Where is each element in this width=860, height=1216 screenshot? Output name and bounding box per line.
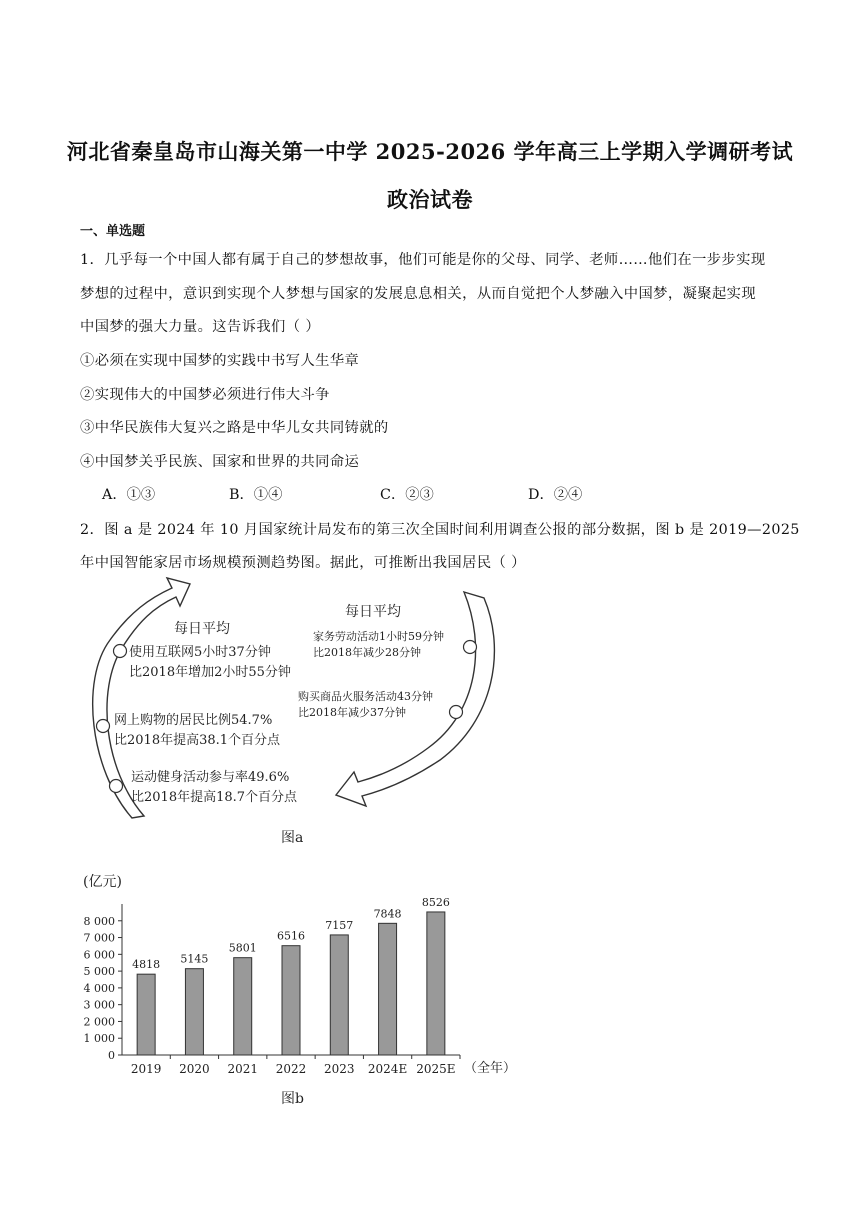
q1-line-1: 1．几乎每一个中国人都有属于自己的梦想故事，他们可能是你的父母、同学、老师……他们在一步步实现 — [80, 252, 766, 268]
q1-statement-2: ②实现伟大的中国梦必须进行伟大斗争 — [80, 387, 330, 403]
bar — [137, 974, 155, 1055]
left-item-3-line-2: 比2018年提高18.7个百分点 — [131, 790, 298, 805]
exam-subtitle: 政治试卷 — [387, 187, 473, 212]
bar — [427, 912, 445, 1055]
x-tick-label: 2022 — [275, 1062, 307, 1076]
bar-value-label: 4818 — [132, 958, 161, 972]
right-item-2-line-2: 比2018年减少37分钟 — [298, 706, 406, 719]
bar — [379, 923, 397, 1055]
bar-value-label: 7848 — [373, 907, 402, 921]
bar-value-label: 7157 — [325, 918, 354, 932]
left-item-3-line-1: 运动健身活动参与率49.6% — [131, 770, 290, 785]
bar — [330, 935, 348, 1055]
q1-line-2: 梦想的过程中，意识到实现个人梦想与国家的发展息息相关，从而自觉把个人梦融入中国梦，凝聚起实现 — [80, 286, 757, 302]
left-item-1-line-2: 比2018年增加2小时55分钟 — [129, 665, 291, 680]
right-heading: 每日平均 — [345, 604, 401, 620]
left-heading: 每日平均 — [174, 621, 230, 637]
bar-value-label: 5145 — [180, 952, 209, 966]
exam-title: 河北省秦皇岛市山海关第一中学 2025-2026 学年高三上学期入学调研考试 — [66, 139, 794, 164]
bar-value-label: 5801 — [228, 941, 257, 955]
y-axis-unit-label: (亿元) — [83, 874, 122, 890]
left-item-2-line-2: 比2018年提高38.1个百分点 — [114, 733, 281, 748]
y-tick-label: 1 000 — [83, 1032, 115, 1046]
q1-line-3: 中国梦的强大力量。这告诉我们（ ） — [80, 319, 321, 335]
y-tick-label: 3 000 — [83, 998, 115, 1012]
x-tick-label: 2021 — [227, 1062, 258, 1076]
x-tick-label: 2020 — [179, 1062, 210, 1076]
q1-statement-4: ④中国梦关乎民族、国家和世界的共同命运 — [80, 454, 360, 470]
q1-statement-3: ③中华民族伟大复兴之路是中华儿女共同铸就的 — [80, 420, 389, 436]
left-item-2-line-1: 网上购物的居民比例54.7% — [114, 713, 273, 728]
y-tick-label: 4 000 — [83, 981, 115, 995]
right-item-1-line-1: 家务劳动活动1小时59分钟 — [313, 630, 444, 643]
y-tick-label: 5 000 — [83, 965, 115, 979]
bar-value-label: 6516 — [277, 929, 305, 943]
x-tick-label: 2019 — [130, 1062, 162, 1076]
y-tick-label: 2 000 — [83, 1015, 115, 1029]
section-heading: 一、单选题 — [80, 224, 146, 239]
bar — [282, 946, 300, 1055]
q1-statement-1: ①必须在实现中国梦的实践中书写人生华章 — [80, 353, 360, 369]
figure-a-caption: 图a — [281, 830, 304, 846]
bar — [185, 969, 203, 1055]
q1-option-b[interactable]: B．①④ — [229, 487, 283, 503]
bar — [234, 958, 252, 1055]
figure-b-caption: 图b — [281, 1091, 304, 1107]
y-tick-label: 6 000 — [83, 948, 115, 962]
q1-option-d[interactable]: D．②④ — [528, 487, 583, 503]
y-tick-label: 8 000 — [83, 914, 115, 928]
q2-line-1: 2．图 a 是 2024 年 10 月国家统计局发布的第三次全国时间利用调查公报的部分数据，图 b 是 2019—2025 — [80, 522, 800, 538]
right-item-1-line-2: 比2018年减少28分钟 — [313, 646, 421, 659]
x-axis-unit-label: （全年） — [464, 1061, 517, 1076]
left-item-1-line-1: 使用互联网5小时37分钟 — [129, 645, 271, 660]
q2-line-2: 年中国智能家居市场规模预测趋势图。据此，可推断出我国居民（ ） — [80, 555, 526, 571]
y-tick-label: 0 — [108, 1049, 115, 1062]
right-item-2-line-1: 购买商品火服务活动43分钟 — [298, 690, 433, 703]
x-tick-label: 2023 — [324, 1062, 355, 1076]
y-tick-label: 7 000 — [83, 931, 115, 945]
x-tick-label: 2024E — [367, 1062, 408, 1076]
q1-option-a[interactable]: A．①③ — [102, 487, 156, 503]
x-tick-label: 2025E — [416, 1062, 456, 1076]
q1-option-c[interactable]: C．②③ — [380, 487, 434, 503]
bar-value-label: 8526 — [421, 895, 450, 909]
